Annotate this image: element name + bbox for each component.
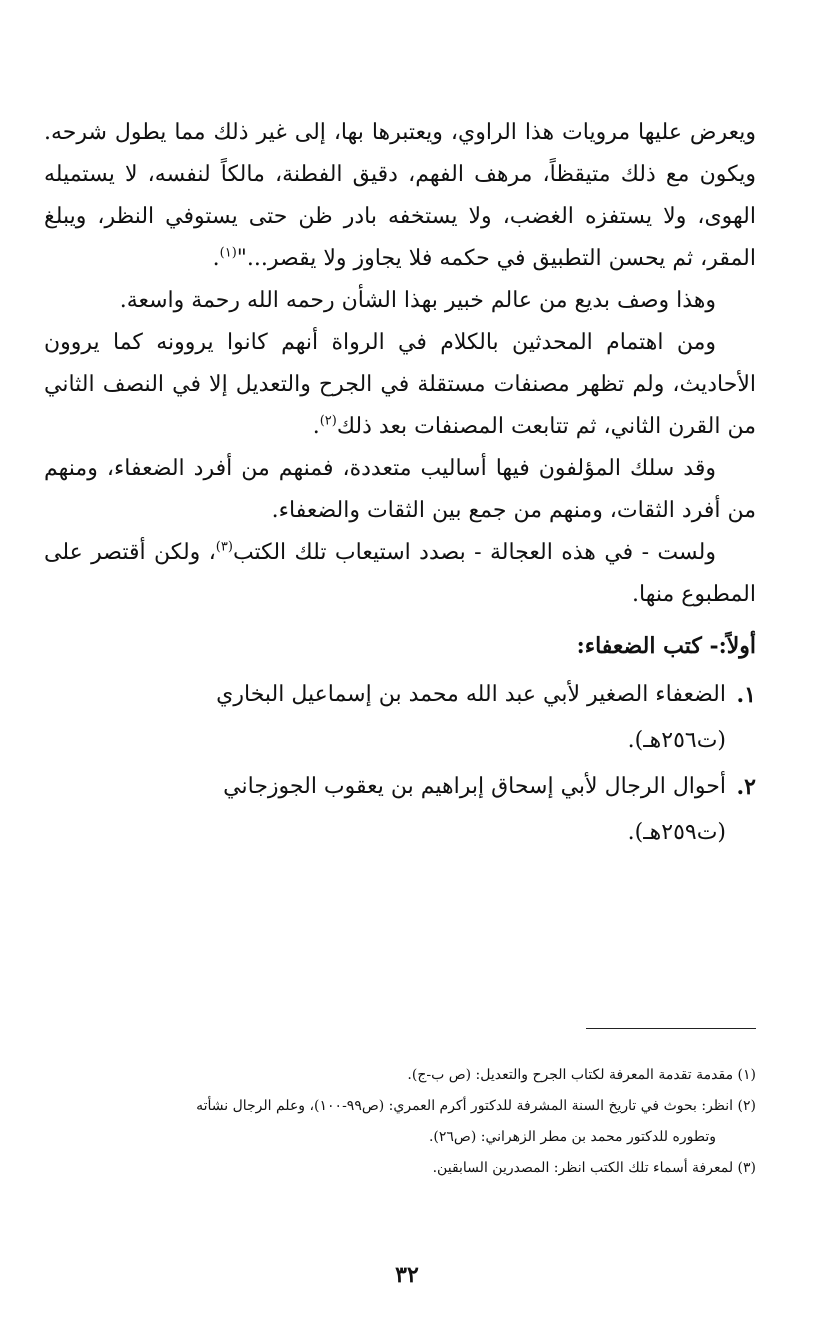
footnote-2-continuation: وتطوره للدكتور محمد بن مطر الزهراني: (ص٢٦). (428, 1129, 716, 1145)
paragraph-1-text: ويعرض عليها مرويات هذا الراوي، ويعتبرها بها، إلى غير ذلك مما يطول شرحه. ويكون مع ذلك متيقظاً، مرهف الفهم، دقيق الفطنة، مالكاً لنفسه، لا يستميله الهوى، ولا يستفزه الغضب، ولا يستخفه بادر ظن حتى يستوفي النظر، ويبلغ المقر، ثم يحسن التطبيق في حكمه فلا يجاوز ولا يقصر..." (44, 120, 756, 271)
footnote-ref-2[interactable]: (٢) (319, 413, 337, 429)
list-item (44, 672, 756, 764)
paragraph-5-text-a: ولست - في هذه العجالة - بصدد استيعاب تلك الكتب (232, 540, 716, 565)
page-number: ٣٢ (395, 1262, 419, 1288)
list-item (44, 764, 756, 856)
footnote-3: (٣) لمعرفة أسماء تلك الكتب انظر: المصدرين السابقين. (432, 1160, 756, 1176)
footnotes (44, 1060, 756, 1184)
section-title: أولاً:- كتب الضعفاء: (576, 633, 756, 659)
book-title: الضعفاء الصغير لأبي عبد الله محمد بن إسماعيل البخاري (216, 682, 726, 707)
page-body (44, 112, 756, 856)
list-item-number: ١. (736, 682, 756, 708)
footnote-divider (586, 1028, 756, 1029)
list-item-number: ٢. (736, 774, 756, 800)
paragraph-2: وهذا وصف بديع من عالم خبير بهذا الشأن رحمه الله رحمة واسعة. (119, 288, 716, 313)
paragraph-1 (44, 112, 756, 280)
book-list (44, 672, 756, 856)
footnote-2: (٢) انظر: بحوث في تاريخ السنة المشرفة للدكتور أكرم العمري: (ص٩٩-١٠٠)، وعلم الرجال نشأته (196, 1098, 756, 1114)
list-item-text (44, 764, 726, 856)
paragraph-3 (44, 322, 756, 448)
footnote-ref-1[interactable]: (١) (219, 245, 237, 261)
book-title: أحوال الرجال لأبي إسحاق إبراهيم بن يعقوب الجوزجاني (223, 774, 726, 799)
paragraph-4: وقد سلك المؤلفون فيها أساليب متعددة، فمنهم من أفرد الضعفاء، ومنهم من أفرد الثقات، ومنهم من جمع بين الثقات والضعفاء. (44, 456, 756, 523)
paragraph-5-text-b: ، ولكن أقتصر على المطبوع منها. (44, 540, 756, 607)
paragraph-1-end: . (212, 246, 220, 271)
book-death-date: (ت٢٥٦هـ). (627, 728, 726, 753)
paragraph-3-text: ومن اهتمام المحدثين بالكلام في الرواة أنهم كانوا يروونه كما يروون الأحاديث، ولم تظهر مصنفات مستقلة في الجرح والتعديل إلا في النصف الثاني من القرن الثاني، ثم تتابعت المصنفات بعد ذلك (44, 330, 756, 439)
paragraph-5 (44, 532, 756, 616)
footnote-ref-3[interactable]: (٣) (215, 539, 233, 555)
book-death-date: (ت٢٥٩هـ). (627, 820, 726, 845)
footnote-1: (١) مقدمة تقدمة المعرفة لكتاب الجرح والتعديل: (ص ب-ج). (407, 1067, 756, 1083)
main-text (44, 112, 756, 616)
list-item-text (44, 672, 726, 764)
paragraph-3-end: . (312, 414, 320, 439)
